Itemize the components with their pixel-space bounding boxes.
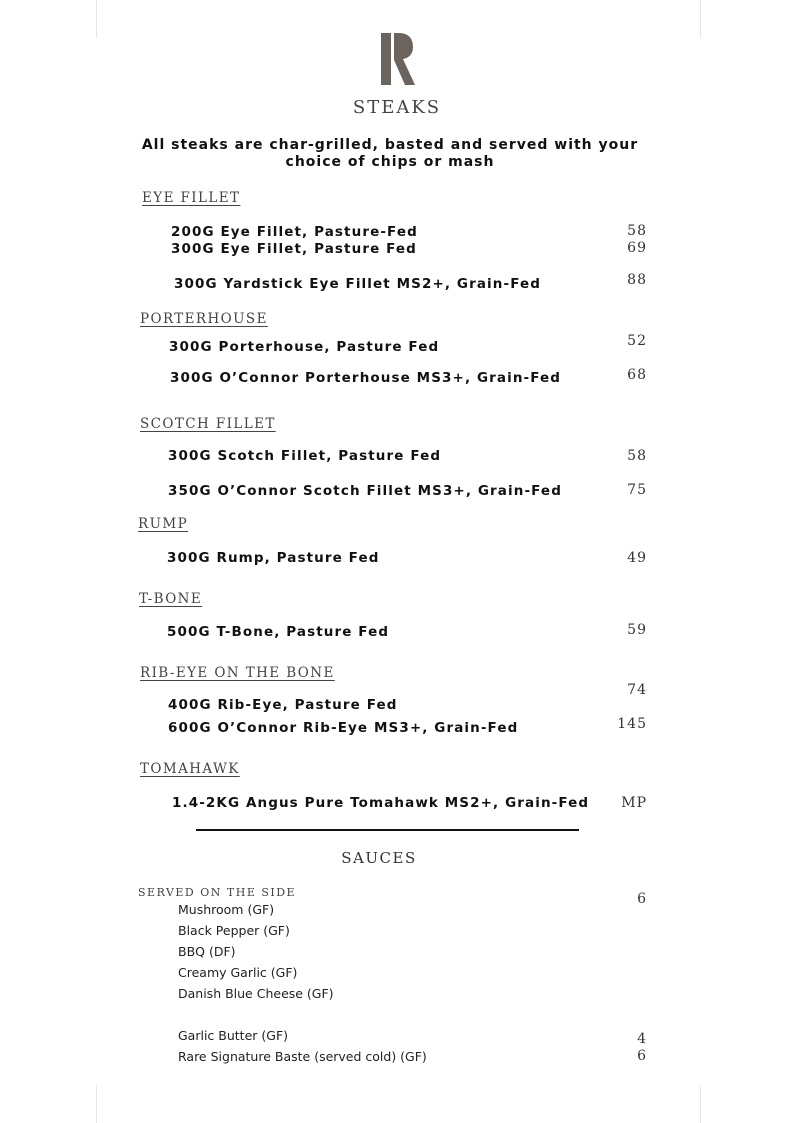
menu-item-price: 68 xyxy=(627,367,647,383)
restaurant-logo-icon xyxy=(381,33,415,85)
sauce-item: Garlic Butter (GF) xyxy=(178,1028,289,1043)
sauces-served-note: SERVED ON THE SIDE xyxy=(138,886,297,899)
page-title: STEAKS xyxy=(352,97,442,118)
sauce-item: Rare Signature Baste (served cold) (GF) xyxy=(178,1049,427,1064)
menu-item-price: 58 xyxy=(627,448,647,464)
menu-item-price: 88 xyxy=(627,272,647,288)
menu-item-name: 1.4-2KG Angus Pure Tomahawk MS2+, Grain-Fed xyxy=(172,795,590,811)
menu-item-name: 300G Yardstick Eye Fillet MS2+, Grain-Fed xyxy=(174,276,541,292)
menu-item-name: 400G Rib-Eye, Pasture Fed xyxy=(168,697,398,713)
menu-item-name: 300G O’Connor Porterhouse MS3+, Grain-Fed xyxy=(170,370,562,386)
menu-item-price: 59 xyxy=(627,622,647,638)
sauces-title: SAUCES xyxy=(341,849,417,867)
section-heading-rump: RUMP xyxy=(138,516,189,532)
section-heading-porterhouse: PORTERHOUSE xyxy=(140,311,268,327)
menu-item-name: 300G Porterhouse, Pasture Fed xyxy=(169,339,440,355)
menu-item-name: 350G O’Connor Scotch Fillet MS3+, Grain-Fed xyxy=(168,483,562,499)
menu-item-price: 49 xyxy=(627,550,647,566)
section-heading-tomahawk: TOMAHAWK xyxy=(140,761,240,777)
menu-item-price: 145 xyxy=(617,716,647,732)
menu-item-price: 69 xyxy=(627,240,647,256)
menu-item-price: MP xyxy=(621,795,647,811)
menu-intro: All steaks are char-grilled, basted and served with your choice of chips or mash xyxy=(141,137,639,170)
menu-item-name: 300G Eye Fillet, Pasture Fed xyxy=(171,241,417,257)
menu-item-price: 74 xyxy=(627,682,647,698)
menu-item-price: 52 xyxy=(627,333,647,349)
menu-item-name: 300G Scotch Fillet, Pasture Fed xyxy=(168,448,442,464)
sauce-item: BBQ (DF) xyxy=(178,944,236,959)
page-guide-mark xyxy=(96,0,97,38)
sauce-item: Danish Blue Cheese (GF) xyxy=(178,986,334,1001)
section-divider xyxy=(196,829,579,831)
menu-item-name: 300G Rump, Pasture Fed xyxy=(167,550,380,566)
menu-item-price: 58 xyxy=(627,223,647,239)
sauce-group-price: 6 xyxy=(637,891,647,907)
menu-item-name: 200G Eye Fillet, Pasture-Fed xyxy=(171,224,418,240)
sauce-item: Creamy Garlic (GF) xyxy=(178,965,298,980)
sauce-item: Mushroom (GF) xyxy=(178,902,275,917)
sauce-item-price: 6 xyxy=(637,1048,647,1064)
menu-item-name: 500G T-Bone, Pasture Fed xyxy=(167,624,390,640)
menu-item-price: 75 xyxy=(627,482,647,498)
menu-item-name: 600G O’Connor Rib-Eye MS3+, Grain-Fed xyxy=(168,720,519,736)
sauce-item: Black Pepper (GF) xyxy=(178,923,290,938)
section-heading-t-bone: T-BONE xyxy=(139,591,203,607)
section-heading-eye-fillet: EYE FILLET xyxy=(142,190,241,206)
page-guide-mark xyxy=(96,1085,97,1123)
page-guide-mark xyxy=(700,0,701,38)
page-guide-mark xyxy=(700,1085,701,1123)
section-heading-rib-eye: RIB-EYE ON THE BONE xyxy=(140,665,335,681)
sauce-item-price: 4 xyxy=(637,1031,647,1047)
section-heading-scotch-fillet: SCOTCH FILLET xyxy=(140,416,276,432)
